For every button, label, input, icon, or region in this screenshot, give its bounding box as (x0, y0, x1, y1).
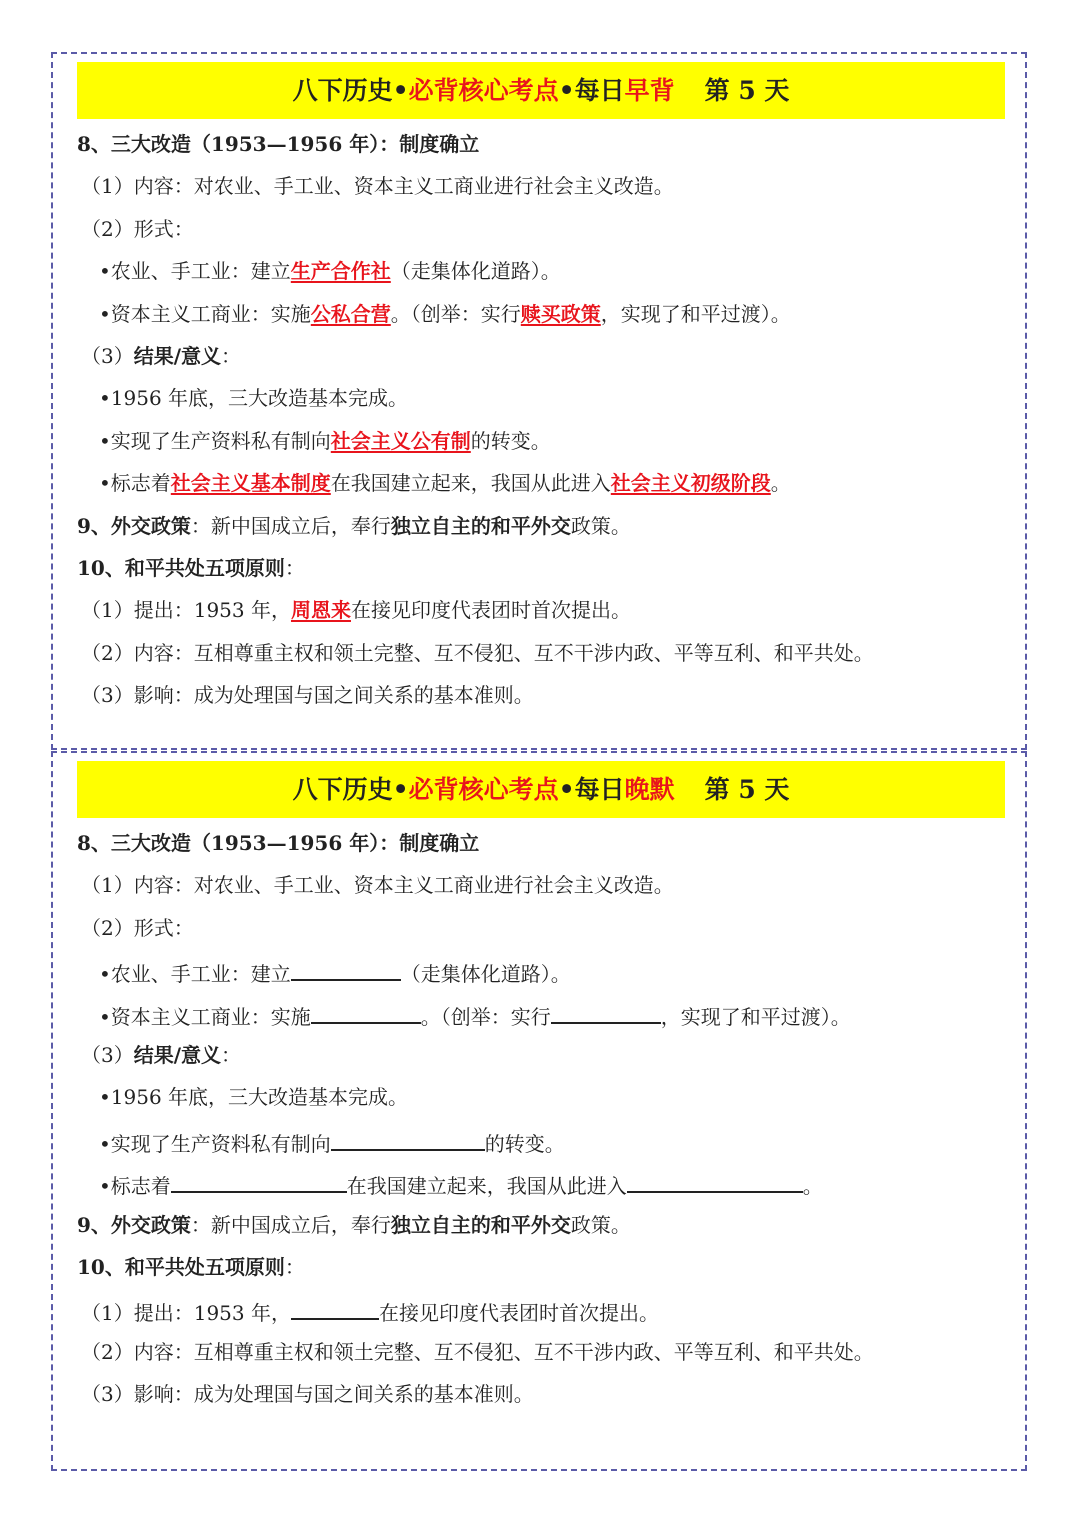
title-separator: • (558, 775, 575, 804)
title-subject: 八下历史 (292, 76, 393, 105)
text-segment: 。 (770, 471, 791, 496)
title-day: 第 5 天 (704, 775, 790, 804)
text-segment: 9、外交政策 (77, 513, 191, 538)
text-segment: （1）内容：对农业、手工业、资本主义工商业进行社会主义改造。 (81, 174, 674, 199)
text-segment: （走集体化道路）。 (390, 259, 561, 284)
bullet-item (99, 1125, 565, 1155)
title-separator: • (558, 76, 575, 105)
fill-in-blank (627, 1167, 803, 1193)
title-separator: • (392, 775, 409, 804)
text-segment: （3） (81, 344, 134, 368)
text-segment: ：新中国成立后，奉行 (190, 1212, 391, 1237)
key-term: 生产合作社 (290, 259, 391, 284)
sub-item (81, 171, 674, 201)
text-segment: 结果/意义 (133, 344, 222, 368)
text-segment: 在接见印度代表团时首次提出。 (350, 598, 631, 623)
title-session: 早背 (624, 76, 675, 105)
text-segment: （1）内容：对农业、手工业、资本主义工商业进行社会主义改造。 (81, 873, 674, 898)
fill-in-blank (551, 998, 661, 1024)
title-session: 晚默 (624, 775, 675, 804)
title-daily: 每日 (574, 775, 625, 804)
sub-item (81, 638, 874, 668)
text-segment: （2）内容：互相尊重主权和领土完整、互不侵犯、互不干涉内政、平等互利、和平共处。 (81, 640, 874, 665)
text-segment: •标志着 (99, 1174, 171, 1199)
fill-in-blank (171, 1167, 347, 1193)
title-topic: 必背核心考点 (408, 76, 559, 105)
text-segment: 10、和平共处五项原则 (77, 556, 285, 580)
section-heading (77, 553, 305, 583)
sub-item (81, 870, 674, 900)
key-term: 社会主义公有制 (330, 428, 471, 453)
text-segment: ： (221, 1043, 242, 1067)
text-segment: （走集体化道路）。 (400, 962, 571, 987)
bullet-item (99, 426, 551, 456)
text-segment: 的转变。 (484, 1131, 565, 1156)
fill-in-blank (291, 955, 401, 981)
fill-in-blank (331, 1125, 485, 1151)
text-segment: （2）形式： (81, 216, 194, 241)
text-segment: •农业、手工业：建立 (99, 962, 291, 987)
text-segment: •1956 年底，三大改造基本完成。 (99, 386, 409, 411)
key-term: 周恩来 (290, 598, 351, 623)
section-heading (77, 1252, 305, 1282)
sub-item (81, 214, 194, 244)
text-segment: （3） (81, 1043, 134, 1067)
title-daily: 每日 (574, 76, 625, 105)
text-segment: 。（创举：实行 (420, 1004, 551, 1029)
bullet-item (99, 299, 791, 329)
section-heading (77, 129, 479, 159)
text-segment: 的转变。 (470, 428, 551, 453)
fill-in-blank (311, 998, 421, 1024)
text-segment: 8、三大改造（1953—1956 年）：制度确立 (77, 831, 480, 855)
text-segment: 独立自主的和平外交 (390, 1212, 571, 1237)
text-segment: •实现了生产资料私有制向 (99, 428, 331, 453)
text-segment: •实现了生产资料私有制向 (99, 1131, 331, 1156)
text-segment: 结果/意义 (133, 1043, 222, 1067)
card-title-banner (77, 62, 1005, 119)
text-segment: ：新中国成立后，奉行 (190, 513, 391, 538)
title-separator: • (392, 76, 409, 105)
fill-in-blank (291, 1294, 379, 1320)
text-segment: ，实现了和平过渡）。 (660, 1004, 851, 1029)
bullet-item (99, 1082, 408, 1112)
text-segment: •资本主义工商业：实施 (99, 301, 311, 326)
section-heading (77, 511, 631, 541)
bullet-item (99, 998, 851, 1028)
text-segment: 在接见印度代表团时首次提出。 (378, 1301, 659, 1326)
bullet-item (99, 1167, 823, 1197)
text-segment: （2）形式： (81, 915, 194, 940)
sub-item (81, 1040, 241, 1070)
text-segment: 10、和平共处五项原则 (77, 1255, 285, 1279)
bullet-item (99, 383, 408, 413)
key-term: 公私合营 (310, 301, 391, 326)
sub-item (81, 680, 534, 710)
card-title-banner (77, 761, 1005, 818)
title-subject: 八下历史 (292, 775, 393, 804)
text-segment: ： (221, 344, 242, 368)
sub-item (81, 595, 631, 625)
sub-item (81, 1379, 534, 1409)
text-segment: （3）影响：成为处理国与国之间关系的基本准则。 (81, 683, 534, 708)
bullet-item (99, 955, 571, 985)
evening-dictation-card (51, 751, 1027, 1471)
text-segment: 政策。 (570, 513, 631, 538)
text-segment: （1）提出：1953 年， (81, 1301, 291, 1326)
text-segment: （3）影响：成为处理国与国之间关系的基本准则。 (81, 1382, 534, 1407)
text-segment: •1956 年底，三大改造基本完成。 (99, 1085, 409, 1110)
bullet-item (99, 256, 561, 286)
text-segment: 在我国建立起来，我国从此进入 (346, 1174, 627, 1199)
sub-item (81, 341, 241, 371)
text-segment: •标志着 (99, 471, 171, 496)
text-segment: ： (284, 556, 305, 580)
sub-item (81, 913, 194, 943)
text-segment: •资本主义工商业：实施 (99, 1004, 311, 1029)
morning-review-card (51, 52, 1027, 750)
text-segment: •农业、手工业：建立 (99, 259, 291, 284)
section-heading (77, 1210, 631, 1240)
text-segment: 。 (802, 1174, 823, 1199)
text-segment: 。（创举：实行 (390, 301, 521, 326)
text-segment: ，实现了和平过渡）。 (600, 301, 791, 326)
title-topic: 必背核心考点 (408, 775, 559, 804)
text-segment: 9、外交政策 (77, 1212, 191, 1237)
key-term: 赎买政策 (520, 301, 601, 326)
key-term: 社会主义基本制度 (170, 471, 331, 496)
text-segment: 8、三大改造（1953—1956 年）：制度确立 (77, 132, 480, 156)
text-segment: ： (284, 1255, 305, 1279)
key-term: 社会主义初级阶段 (610, 471, 771, 496)
bullet-item (99, 468, 791, 498)
sub-item (81, 1337, 874, 1367)
text-segment: （1）提出：1953 年， (81, 598, 291, 623)
text-segment: 在我国建立起来，我国从此进入 (330, 471, 611, 496)
title-day: 第 5 天 (704, 76, 790, 105)
section-heading (77, 828, 479, 858)
text-segment: 独立自主的和平外交 (390, 513, 571, 538)
text-segment: （2）内容：互相尊重主权和领土完整、互不侵犯、互不干涉内政、平等互利、和平共处。 (81, 1339, 874, 1364)
sub-item (81, 1294, 659, 1324)
text-segment: 政策。 (570, 1212, 631, 1237)
